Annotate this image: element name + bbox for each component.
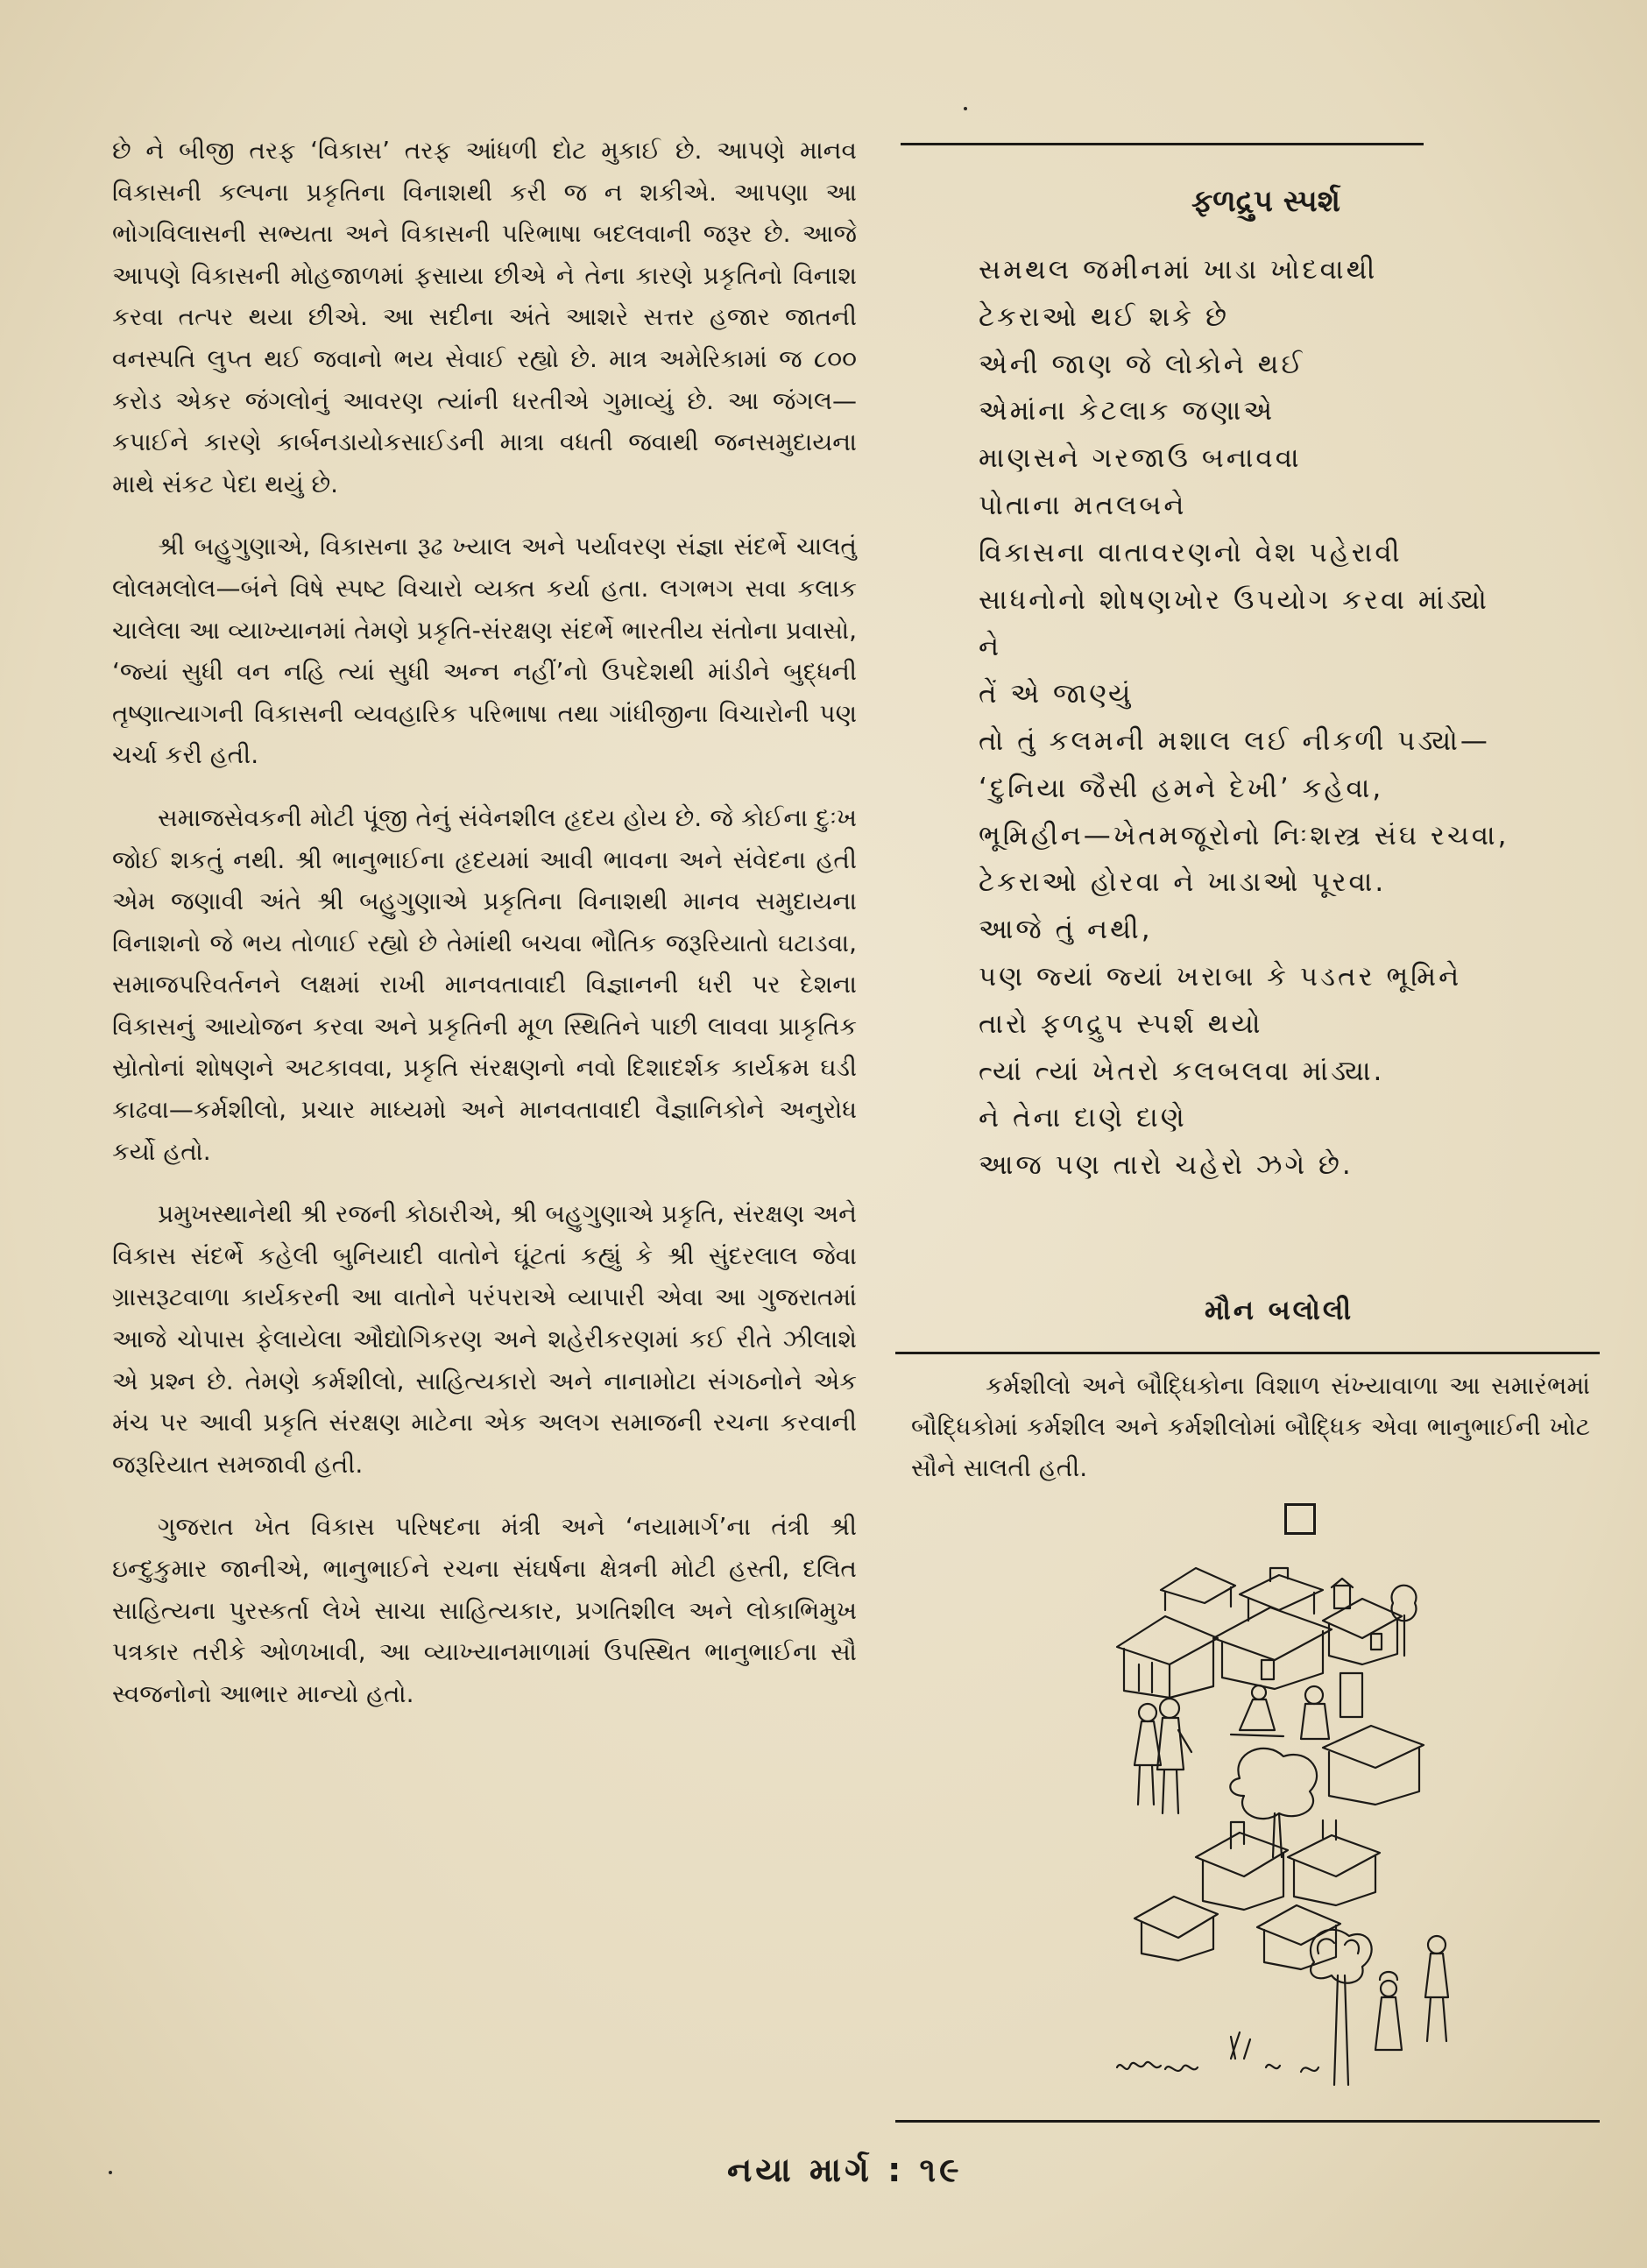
tribute-note bbox=[911, 1365, 1590, 1488]
article-column bbox=[112, 130, 857, 1735]
end-mark-box bbox=[1284, 1503, 1316, 1535]
poem-line: પણ જ્યાં જ્યાં ખરાબા કે પડતર ભૂમિને bbox=[979, 960, 1462, 993]
poem-line: માણસને ગરજાઉ બનાવવા bbox=[979, 442, 1302, 475]
poem-line: તારો ફળદ્રુપ સ્પર્શ થયો bbox=[979, 1007, 1263, 1040]
poem-line: ટેકરાઓ હોરવા ને ખાડાઓ પૂરવા. bbox=[979, 866, 1387, 899]
poem-line: આજે તું નથી, bbox=[979, 914, 1153, 946]
poem-line: તો તું કલમની મશાલ લઈ નીકળી પડ્યો— bbox=[979, 724, 1490, 757]
poem-author: મૌન બલોલી bbox=[1205, 1295, 1354, 1326]
poem-line: સાધનોનો શોષણખોર ઉપયોગ કરવા માંડ્યો bbox=[979, 583, 1489, 616]
poem-line: વિકાસના વાતાવરણનો વેશ પહેરાવી bbox=[979, 536, 1403, 569]
poem-line: ત્યાં ત્યાં ખેતરો કલબલવા માંડ્યા. bbox=[979, 1055, 1385, 1087]
poem-line: ભૂમિહીન—ખેતમજૂરોનો નિઃશસ્ત્ર સંઘ રચવા, bbox=[979, 819, 1509, 851]
poem-line: ને bbox=[979, 631, 1002, 663]
village-sketch bbox=[1099, 1542, 1459, 2102]
poem-top-rule bbox=[901, 143, 1424, 145]
bottom-rule bbox=[895, 2120, 1600, 2123]
article-paragraph: શ્રી બહુગુણાએ, વિકાસના રૂઢ ખ્યાલ અને પર્યાવરણ સંજ્ઞા સંદર્ભે ચાલતું લોલમલોલ—બંને વિષે સ્પષ્ટ વિચારો વ્યક્ત કર્યા હતા. લગભગ સવા કલાક ચાલેલા આ વ્યાખ્યાનમાં તેમણે પ્રકૃતિ-સંરક્ષણ સંદર્ભે ભારતીય સંતોના પ્રવાસો, ‘જ્યાં સુધી વન નહિ ત્યાં સુધી અન્ન નહીં’નો ઉપદેશથી માંડીને બુદ્ધની તૃષ્ણાત્યાગની વિકાસની વ્યવહારિક પરિભાષા તથા ગાંધીજીના વિચારોની પણ ચર્ચા કરી હતી. bbox=[112, 532, 857, 770]
poem-line: ટેકરાઓ થઈ શકે છે bbox=[979, 300, 1230, 333]
poem-line: પોતાના મતલબને bbox=[979, 489, 1187, 521]
tribute-note-text: કર્મશીલો અને બૌદ્ધિકોના વિશાળ સંખ્યાવાળા આ સમારંભમાં બૌદ્ધિકોમાં કર્મશીલ અને કર્મશીલોમાં બૌદ્ધિક એવા ભાનુભાઈની ખોટ સૌને સાલતી હતી. bbox=[911, 1371, 1590, 1482]
poem-line: ને તેના દાણે દાણે bbox=[979, 1102, 1187, 1134]
poem-line: એની જાણ જે લોકોને થઈ bbox=[979, 348, 1305, 380]
poem-title: ફળદ્રુપ સ્પર્શ bbox=[1191, 184, 1340, 219]
poem-line: આજ પણ તારો ચહેરો ઝગે છે. bbox=[979, 1149, 1354, 1182]
poem-body bbox=[979, 247, 1592, 1190]
poem-line: તેં એ જાણ્યું bbox=[979, 678, 1134, 710]
paper-speck bbox=[964, 107, 967, 110]
article-paragraph: પ્રમુખસ્થાનેથી શ્રી રજની કોઠારીએ, શ્રી બહુગુણાએ પ્રકૃતિ, સંરક્ષણ અને વિકાસ સંદર્ભે કહેલી બુનિયાદી વાતોને ઘૂંટતાં કહ્યું કે શ્રી સુંદરલાલ જેવા ગ્રાસરૂટવાળા કાર્યકરની આ વાતોને પરંપરાએ વ્યાપારી એવા આ ગુજરાતમાં આજે ચોપાસ ફેલાયેલા ઔદ્યોગિકરણ અને શહેરીકરણમાં કઈ રીતે ઝીલાશે એ પ્રશ્ન છે. તેમણે કર્મશીલો, સાહિત્યકારો અને નાનામોટા સંગઠનોને એક મંચ પર આવી પ્રકૃતિ સંરક્ષણ માટેના એક અલગ સમાજની રચના કરવાની જરૂરિયાત સમજાવી હતી. bbox=[112, 1199, 857, 1479]
footer-page-label: નયા માર્ગ : ૧૯ bbox=[727, 2151, 963, 2189]
article-paragraph: છે ને બીજી તરફ ‘વિકાસ’ તરફ આંધળી દોટ મુકાઈ છે. આપણે માનવ વિકાસની કલ્પના પ્રકૃતિના વિનાશથી કરી જ ન શકીએ. આપણા આ ભોગવિલાસની સભ્યતા અને વિકાસની પરિભાષા બદલવાની જરૂર છે. આજે આપણે વિકાસની મોહજાળમાં ફસાયા છીએ ને તેના કારણે પ્રકૃતિનો વિનાશ કરવા તત્પર થયા છીએ. આ સદીના અંતે આશરે સત્તર હજાર જાતની વનસ્પતિ લુપ્ત થઈ જવાનો ભય સેવાઈ રહ્યો છે. માત્ર અમેરિકામાં જ ૮૦૦ કરોડ એકર જંગલોનું આવરણ ત્યાંની ધરતીએ ગુમાવ્યું છે. આ જંગલ—કપાઈને કારણે કાર્બનડાયોકસાઈડની માત્રા વધતી જવાથી જનસમુદાયના માથે સંકટ પેદા થયું છે. bbox=[112, 136, 857, 498]
paper-speck bbox=[109, 2171, 112, 2174]
article-paragraph: ગુજરાત ખેત વિકાસ પરિષદના મંત્રી અને ‘નયામાર્ગ’ના તંત્રી શ્રી ઇન્દુકુમાર જાનીએ, ભાનુભાઈને રચના સંઘર્ષના ક્ષેત્રની મોટી હસ્તી, દલિત સાહિત્યના પુરસ્કર્તા લેખે સાચા સાહિત્યકાર, પ્રગતિશીલ અને લોકાભિમુખ પત્રકાર તરીકે ઓળખાવી, આ વ્યાખ્યાનમાળામાં ઉપસ્થિત ભાનુભાઈના સૌ સ્વજનોનો આભાર માન્યો હતો. bbox=[112, 1512, 857, 1708]
poem-line: એમાંના કેટલાક જણાએ bbox=[979, 395, 1276, 427]
poem-line: સમથલ જમીનમાં ખાડા ખોદવાથી bbox=[979, 254, 1378, 286]
article-paragraph: સમાજસેવકની મોટી પૂંજી તેનું સંવેનશીલ હૃદય હોય છે. જે કોઈના દુઃખ જોઈ શકતું નથી. શ્રી ભાનુભાઈના હૃદયમાં આવી ભાવના અને સંવેદના હતી એમ જણાવી અંતે શ્રી બહુગુણાએ પ્રકૃતિના વિનાશથી માનવ સમુદાયના વિનાશનો જે ભય તોળાઈ રહ્યો છે તેમાંથી બચવા ભૌતિક જરૂરિયાતો ઘટાડવા, સમાજપરિવર્તનને લક્ષમાં રાખી માનવતાવાદી વિજ્ઞાનની ધરી પર દેશના વિકાસનું આયોજન કરવા અને પ્રકૃતિની મૂળ સ્થિતિને પાછી લાવવા પ્રાકૃતિક સ્રોતોનાં શોષણને અટકાવવા, પ્રકૃતિ સંરક્ષણનો નવો દિશાદર્શક કાર્યક્રમ ઘડી કાઢવા—કર્મશીલો, પ્રચાર માધ્યમો અને માનવતાવાદી વૈજ્ઞાનિકોને અનુરોધ કર્યો હતો. bbox=[112, 802, 857, 1166]
poem-line: ‘દુનિયા જૈસી હમને દેખી’ કહેવા, bbox=[979, 772, 1384, 804]
note-top-rule bbox=[895, 1352, 1600, 1354]
